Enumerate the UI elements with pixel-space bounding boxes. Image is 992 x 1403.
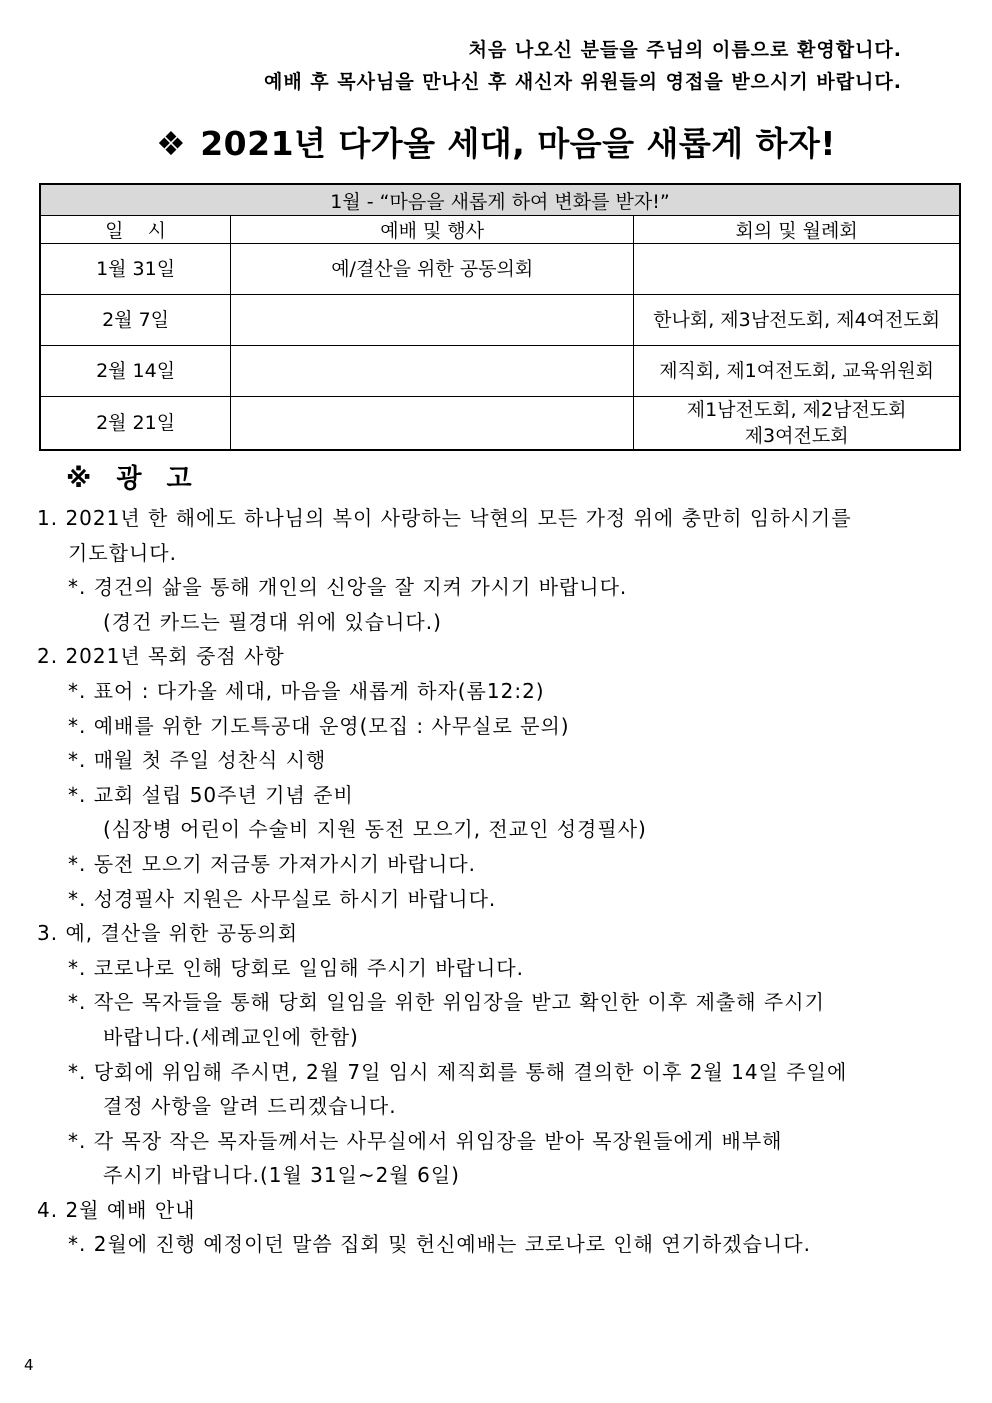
announcement-line: 주시기 바랍니다.(1월 31일~2월 6일): [103, 1163, 460, 1188]
month-heading: 1월 - “마음을 새롭게 하여 변화를 받자!”: [40, 184, 960, 216]
announcement-line: 기도합니다.: [68, 540, 177, 565]
row-event: [231, 397, 634, 451]
announcement-item: 3. 예, 결산을 위한 공동의회: [37, 921, 299, 946]
row-meeting-line: 한나회, 제3남전도회, 제4여전도회: [653, 309, 941, 331]
announcement-item: 1. 2021년 한 해에도 하나님의 복이 사랑하는 낙현의 모든 가정 위에 충만히 임하시기를: [37, 506, 852, 530]
table-row: [40, 295, 960, 346]
table-row: [40, 397, 960, 451]
row-date: 2월 7일: [40, 295, 231, 346]
row-meeting-line: 제1남전도회, 제2남전도회: [686, 399, 907, 421]
announcement-line: *. 성경필사 지원은 사무실로 하시기 바랍니다.: [68, 886, 497, 911]
row-event: 예/결산을 위한 공동의회: [231, 244, 634, 295]
row-event: [231, 346, 634, 397]
announcement-line: *. 매월 첫 주일 성찬식 시행: [68, 748, 327, 773]
table-row: [40, 244, 960, 295]
row-date: 1월 31일: [40, 244, 231, 295]
page-title: [0, 118, 992, 165]
announcement-line: *. 교회 설립 50주년 기념 준비: [68, 782, 354, 807]
announcement-line: *. 2월에 진행 예정이던 말씀 집회 및 헌신예배는 코로나로 인해 연기하겠습니다.: [68, 1232, 811, 1257]
column-header-meeting: 회의 및 월례회: [634, 216, 960, 244]
announcement-line: *. 경건의 삶을 통해 개인의 신앙을 잘 지켜 가시기 바랍니다.: [68, 575, 628, 600]
row-meeting-line: 제3여전도회: [744, 425, 849, 447]
announcement-line: 결정 사항을 알려 드리겠습니다.: [103, 1094, 397, 1119]
announcement-line: *. 작은 목자들을 통해 당회 일임을 위한 위임장을 받고 확인한 이후 제출해 주시기: [68, 990, 825, 1015]
schedule-table: [39, 183, 961, 451]
announcement-line: *. 당회에 위임해 주시면, 2월 7일 임시 제직회를 통해 결의한 이후 2월 14일 주일에: [68, 1059, 848, 1084]
row-meeting: [634, 346, 960, 397]
row-date: 2월 21일: [40, 397, 231, 451]
announcement-line: *. 동전 모으기 저금통 가져가시기 바랍니다.: [68, 851, 476, 876]
announcement-line: *. 각 목장 작은 목자들께서는 사무실에서 위임장을 받아 목장원들에게 배부해: [68, 1128, 783, 1153]
welcome-line-2: 예배 후 목사님을 만나신 후 새신자 위원들의 영접을 받으시기 바랍니다.: [263, 71, 902, 93]
announcement-line: *. 표어 : 다가올 세대, 마음을 새롭게 하자(롬12:2): [68, 678, 545, 703]
announcements-list: [37, 501, 957, 1262]
row-meeting: [634, 244, 960, 295]
announcement-line: (심장병 어린이 수술비 지원 동전 모으기, 전교인 성경필사): [103, 817, 647, 842]
page-title-text: 2021년 다가올 세대, 마음을 새롭게 하자!: [200, 124, 836, 163]
row-meeting-line: 제직회, 제1여전도회, 교육위원회: [659, 360, 935, 382]
announcement-line: 바랍니다.(세례교인에 한함): [103, 1024, 359, 1049]
welcome-line-1: 처음 나오신 분들을 주님의 이름으로 환영합니다.: [468, 39, 902, 61]
announcement-line: *. 예배를 위한 기도특공대 운영(모집 : 사무실로 문의): [68, 713, 570, 738]
announcement-line: (경건 카드는 필경대 위에 있습니다.): [103, 609, 442, 634]
page-number: 4: [24, 1356, 34, 1374]
diamond-bullet-icon: ❖: [156, 124, 187, 163]
row-meeting: [634, 397, 960, 451]
column-header-event: 예배 및 행사: [231, 216, 634, 244]
welcome-message: [264, 34, 902, 98]
announcement-line: *. 코로나로 인해 당회로 일임해 주시기 바랍니다.: [68, 955, 524, 980]
table-row: [40, 346, 960, 397]
row-event: [231, 295, 634, 346]
announcements-heading: ※ 광 고: [66, 464, 200, 494]
announcement-item: 4. 2월 예배 안내: [37, 1197, 196, 1222]
row-date: 2월 14일: [40, 346, 231, 397]
column-header-date: 일 시: [40, 216, 231, 244]
announcement-item: 2. 2021년 목회 중점 사항: [37, 644, 285, 669]
row-meeting: [634, 295, 960, 346]
